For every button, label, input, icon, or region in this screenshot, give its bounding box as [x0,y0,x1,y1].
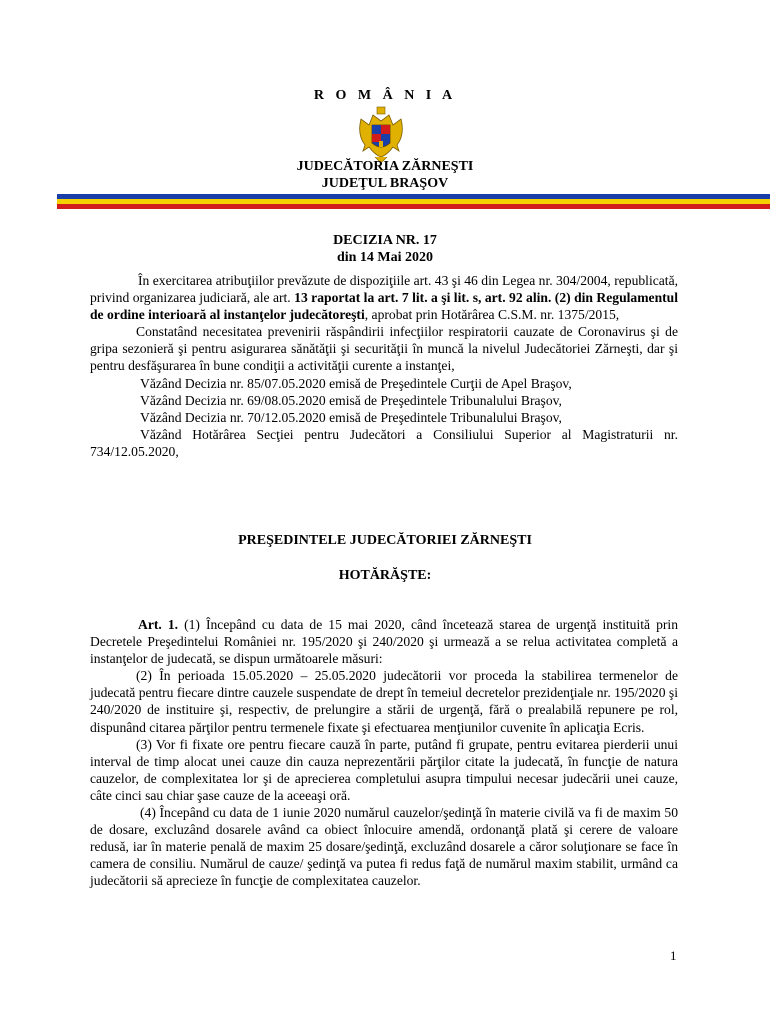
legal-basis-bold: 13 raportat la art. 7 lit. a şi lit. s, art. 92 alin. (2) din Regulamentul de ordine interioară al instanţelor judecătoreşti [90,290,678,323]
preamble-paragraph-seen-2: Văzând Decizia nr. 69/08.05.2020 emisă de Preşedintele Tribunalului Braşov, [140,392,562,408]
article-1-paragraph-1 [90,616,678,667]
article-label: Art. 1. [138,617,179,632]
preamble [90,272,678,460]
preamble-paragraph-legal-basis [90,272,678,323]
county-name: JUDEŢUL BRAŞOV [321,176,449,191]
court-heading [0,158,770,192]
decision-date: din 14 Mai 2020 [336,250,434,265]
page-number: 1 [670,948,677,963]
decides-heading: HOTĂRĂŞTE: [338,568,432,583]
issuer-heading: PREŞEDINTELE JUDECĂTORIEI ZĂRNEŞTI [238,533,532,548]
article-1-paragraph-4: (4) Începând cu data de 1 iunie 2020 numărul cauzelor/şedinţă în materie civilă va fi de maxim 50 de dosare, excluzând dosarele având ca obiect înlocuire amendă, ordonanţă plată şi cerere de valoare redusă, iar în materie penală de maxim 25 dosare/şedinţă, excluzând dosarele a căror soluţionare se face în camera de consiliu. Numărul de cauze/ şedinţă va putea fi redus faţă de numărul maxim stabilit, urmând ca judecătorii să aprecieze în funcţie de complexitatea cauzelor. [90,805,678,889]
preamble-paragraph-seen-3: Văzând Decizia nr. 70/12.05.2020 emisă de Preşedintele Tribunalului Braşov, [140,409,562,425]
preamble-paragraph-seen-1: Văzând Decizia nr. 85/07.05.2020 emisă de Preşedintele Curţii de Apel Braşov, [140,375,572,391]
country-heading: R O M Â N I A [313,88,457,103]
article-1-paragraph-3: (3) Vor fi fixate ore pentru fiecare cauză în parte, putând fi grupate, pentru evitarea pierderii unui interval de timp alocat unei cauze din cauza neprezentării părţilor citate la judecată, în funcţie de natura cauzelor, de complexitatea lor şi de aprecierea completului asupra timpului necesar judecării unei cauze, câte cinci sau chiar şase cauze de la aceeaşi oră. [90,736,678,803]
legal-basis-text: În exercitarea atribuţiilor prevăzute de dispoziţiile art. 43 şi 46 din Legea nr. 304/2004, republicată, privind organizarea judiciară, ale art. [90,273,678,306]
decision-title-block [0,232,770,266]
article-1-paragraph-2: (2) În perioada 15.05.2020 – 25.05.2020 judecătorii vor proceda la stabilirea termenelor de judecată pentru fiecare dintre cauzele suspendate de drept în temeiul decretelor prezidenţiale nr. 195/2020 şi 240/2020 de instituire şi, respectiv, de prelungire a stării de urgenţă, fără o prealabilă repunere pe rol, dispunând citarea părţilor pentru termenele fixate şi efectuarea menţiunilor cuvenite în aplicaţia Ecris. [90,668,678,735]
decision-number: DECIZIA NR. 17 [333,233,437,248]
tricolor-band [57,194,770,209]
court-name: JUDECĂTORIA ZĂRNEŞTI [296,159,474,174]
legal-basis-tail: , aprobat prin Hotărârea C.S.M. nr. 1375/2015, [364,307,620,323]
preamble-paragraph-seen-4: Văzând Hotărârea Secţiei pentru Judecători a Consiliului Superior al Magistraturii nr. 734/12.05.2020, [90,426,678,459]
flag-stripe-red [57,204,770,209]
preamble-paragraph-findings: Constatând necesitatea prevenirii răspândirii infecţiilor respiratorii cauzate de Coronavirus şi de gripa sezonieră şi pentru asigurarea sănătăţii şi securităţii în muncă la nivelul Judecătoriei Zărneşti, dar şi pentru desfăşurarea în bune condiţii a activităţii curente a instanţei, [90,324,678,374]
article-1-intro: (1) Începând cu data de 15 mai 2020, când încetează starea de urgenţă instituită prin Decretele Preşedintelui României nr. 195/2020 şi 240/2020 şi urmează a se relua activitatea completă a instanţelor de judecată, se dispun următoarele măsuri: [90,617,678,667]
article-1 [90,616,678,890]
